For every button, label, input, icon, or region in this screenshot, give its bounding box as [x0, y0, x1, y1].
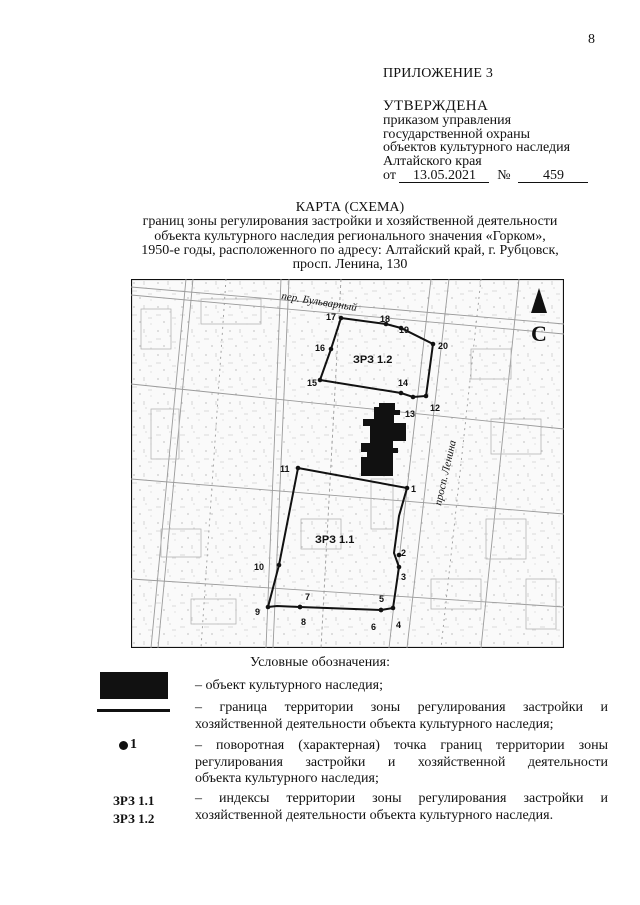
- turning-point-label-11: 11: [280, 464, 290, 474]
- from-label: от: [383, 167, 396, 183]
- legend-point-line-2: регулирования застройки и хозяйственной деятельности: [195, 754, 608, 770]
- turning-point-9: [266, 605, 271, 610]
- turning-point-label-15: 15: [307, 378, 318, 388]
- legend-point-line-1: – поворотная (характерная) точка границ территории зоны: [195, 738, 608, 753]
- turning-point-label-1: 1: [411, 484, 417, 494]
- legend-heritage-text: – объект культурного наследия;: [195, 678, 383, 693]
- approval-heading: УТВЕРЖДЕНА: [383, 98, 489, 114]
- turning-point-1: [405, 486, 410, 491]
- turning-point-label-9: 9: [255, 607, 261, 617]
- legend-title: Условные обозначения:: [249, 655, 391, 670]
- turning-point-12: [424, 394, 429, 399]
- legend-boundary-text: [195, 700, 608, 733]
- map-scheme: [131, 279, 564, 648]
- turning-point-20: [431, 342, 436, 347]
- title-line-2: границ зоны регулирования застройки и хозяйственной деятельности: [142, 214, 558, 230]
- turning-point-label-16: 16: [315, 343, 326, 353]
- turning-point-label-13: 13: [405, 409, 416, 419]
- approval-date-line: [383, 169, 588, 183]
- turning-point-label-8: 8: [301, 617, 307, 627]
- legend-point-line-3: объекта культурного наследия;: [195, 771, 379, 786]
- title-line-5: просп. Ленина, 130: [292, 257, 408, 273]
- approval-block: [383, 100, 588, 183]
- approval-line-1: приказом управления: [383, 112, 512, 128]
- legend-boundary-line-2: хозяйственной деятельности объекта культурного наследия;: [195, 716, 554, 732]
- turning-point-label-10: 10: [254, 562, 265, 572]
- map-title: [95, 201, 605, 272]
- approval-line-3: объектов культурного наследия: [383, 140, 571, 156]
- zone-label-1-1: ЗРЗ 1.1: [315, 534, 355, 546]
- legend-index-code-1: ЗРЗ 1.1: [113, 793, 155, 808]
- turning-point-15: [318, 378, 323, 383]
- turning-point-label-2: 2: [401, 548, 407, 558]
- turning-point-label-18: 18: [380, 314, 391, 324]
- turning-point-label-19: 19: [399, 325, 410, 335]
- turning-point-label-20: 20: [438, 341, 449, 351]
- appendix-label: ПРИЛОЖЕНИЕ 3: [383, 66, 494, 81]
- title-line-4: 1950-е годы, расположенного по адресу: Алтайский край, г. Рубцовск,: [141, 242, 559, 258]
- turning-point-label-7: 7: [305, 592, 311, 602]
- approval-line-4: Алтайского края: [383, 154, 482, 170]
- turning-point-3: [397, 565, 402, 570]
- zone-label-1-2: ЗРЗ 1.2: [353, 354, 393, 366]
- turning-point-label-12: 12: [430, 403, 441, 413]
- turning-point-label-5: 5: [379, 594, 385, 604]
- number-label: №: [497, 167, 511, 183]
- turning-point-8: [298, 605, 303, 610]
- legend-boundary-line-1: – граница территории зоны регулирования застройки и: [195, 700, 608, 715]
- turning-point-label-3: 3: [401, 572, 407, 582]
- turning-point-4: [391, 606, 396, 611]
- title-line-3: объекта культурного наследия регионального значения «Горком»,: [154, 228, 546, 244]
- turning-point-label-4: 4: [396, 620, 402, 630]
- legend-index-codes: [113, 792, 154, 827]
- approval-number: 459: [518, 169, 588, 183]
- street-label-bulvarny: пер. Бульварный: [280, 290, 358, 314]
- approval-date: 13.05.2021: [399, 169, 489, 183]
- turning-point-label-14: 14: [398, 378, 409, 388]
- page-number: 8: [588, 32, 595, 47]
- turning-point-10: [277, 563, 282, 568]
- street-label-lenina: просп. Ленина: [432, 439, 459, 507]
- approval-line-2: государственной охраны: [383, 126, 531, 142]
- turning-point-16: [329, 347, 334, 352]
- turning-point-label-17: 17: [326, 312, 337, 322]
- legend-boundary-line: [97, 709, 170, 712]
- north-label: С: [531, 321, 547, 346]
- turning-point-14: [399, 391, 404, 396]
- legend-point-number: 1: [130, 737, 137, 752]
- legend-index-text: [195, 791, 608, 824]
- legend-index-code-2: ЗРЗ 1.2: [113, 810, 155, 826]
- legend-index-line-2: хозяйственной деятельности объекта культурного наследия.: [195, 807, 554, 823]
- legend-point-dot: [119, 741, 128, 750]
- turning-point-6: [379, 608, 384, 613]
- turning-point-17: [339, 316, 344, 321]
- legend-point-text: [195, 738, 608, 788]
- legend-index-line-1: – индексы территории зоны регулирования застройки и: [195, 791, 608, 806]
- turning-point-13: [411, 395, 416, 400]
- legend-heritage-swatch: [100, 672, 168, 699]
- turning-point-label-6: 6: [371, 622, 377, 632]
- title-line-1: КАРТА (СХЕМА): [295, 200, 405, 215]
- turning-point-11: [296, 466, 301, 471]
